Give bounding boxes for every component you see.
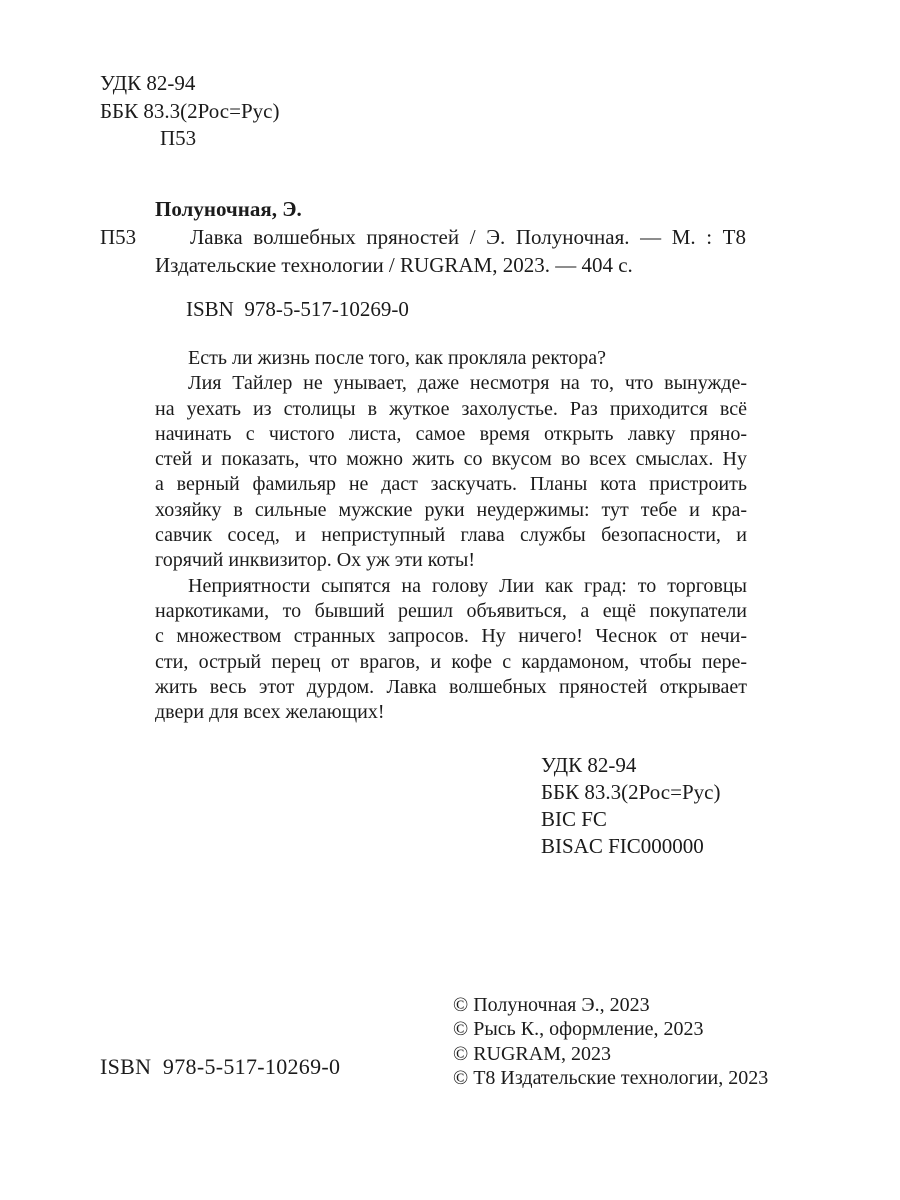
annotation-line: савчик сосед, и неприступный глава службы безопасности, и <box>155 524 747 547</box>
bic-code: BIC FC <box>541 807 607 831</box>
annotation-line: Есть ли жизнь после того, как прокляла ректора? <box>188 347 607 369</box>
udk-code: УДК 82-94 <box>100 71 196 95</box>
catalog-isbn: ISBN 978-5-517-10269-0 <box>186 297 409 321</box>
bbk-code: ББК 83.3(2Рос=Рус) <box>541 780 721 804</box>
annotation-line: стей и показать, что можно жить со вкусом во всех смыслах. Ну <box>155 448 747 471</box>
annotation-line: на уехать из столицы в жуткое захолустье. Раз приходится всё <box>155 397 747 420</box>
catalog-entry-code: П53 <box>100 225 137 249</box>
annotation-line: начинать с чистого листа, самое время открыть лавку пряно- <box>155 422 747 445</box>
annotation-line: Лия Тайлер не унывает, даже несмотря на то, что вынужде- <box>188 372 747 395</box>
annotation-line: горячий инквизитор. Ох уж эти коты! <box>155 549 476 572</box>
annotation-text <box>155 346 747 725</box>
catalog-entry-line2: Издательские технологии / RUGRAM, 2023. — 404 с. <box>155 253 633 277</box>
top-classification-codes <box>100 70 279 153</box>
annotation-line: жить весь этот дурдом. Лавка волшебных пряностей открывает <box>155 675 747 698</box>
copyright-line: © Т8 Издательские технологии, 2023 <box>453 1066 769 1089</box>
catalog-entry-line1: Лавка волшебных пряностей / Э. Полуночная. — М. : Т8 <box>190 225 746 249</box>
annotation-line: наркотиками, то бывший решил объявиться, а ещё покупатели <box>155 599 747 622</box>
annotation-line: сти, острый перец от врагов, и кофе с кардамоном, чтобы пере- <box>155 650 747 673</box>
annotation-line: Неприятности сыпятся на голову Лии как град: то торговцы <box>188 574 747 597</box>
author-sign-code: П53 <box>160 126 197 150</box>
annotation-line: с множеством странных запросов. Ну ничего! Чеснок от нечи- <box>155 625 747 648</box>
copyright-line: © Рысь К., оформление, 2023 <box>453 1018 704 1041</box>
classification-codes-block <box>541 752 720 860</box>
copyright-line: © RUGRAM, 2023 <box>453 1042 611 1065</box>
bisac-code: BISAC FIC000000 <box>541 834 704 858</box>
copyright-block <box>453 993 768 1090</box>
annotation-line: а верный фамильяр не даст заскучать. Планы кота пристроить <box>155 473 747 496</box>
isbn-footer: ISBN 978-5-517-10269-0 <box>100 1054 341 1079</box>
bbk-code: ББК 83.3(2Рос=Рус) <box>100 98 280 123</box>
annotation-line: двери для всех желающих! <box>155 701 385 724</box>
catalog-author: Полуночная, Э. <box>155 197 302 221</box>
annotation-line: хозяйку в сильные мужские руки неудержимы: тут тебе и кра- <box>155 498 747 521</box>
udk-code: УДК 82-94 <box>541 753 637 777</box>
copyright-line: © Полуночная Э., 2023 <box>453 994 650 1016</box>
